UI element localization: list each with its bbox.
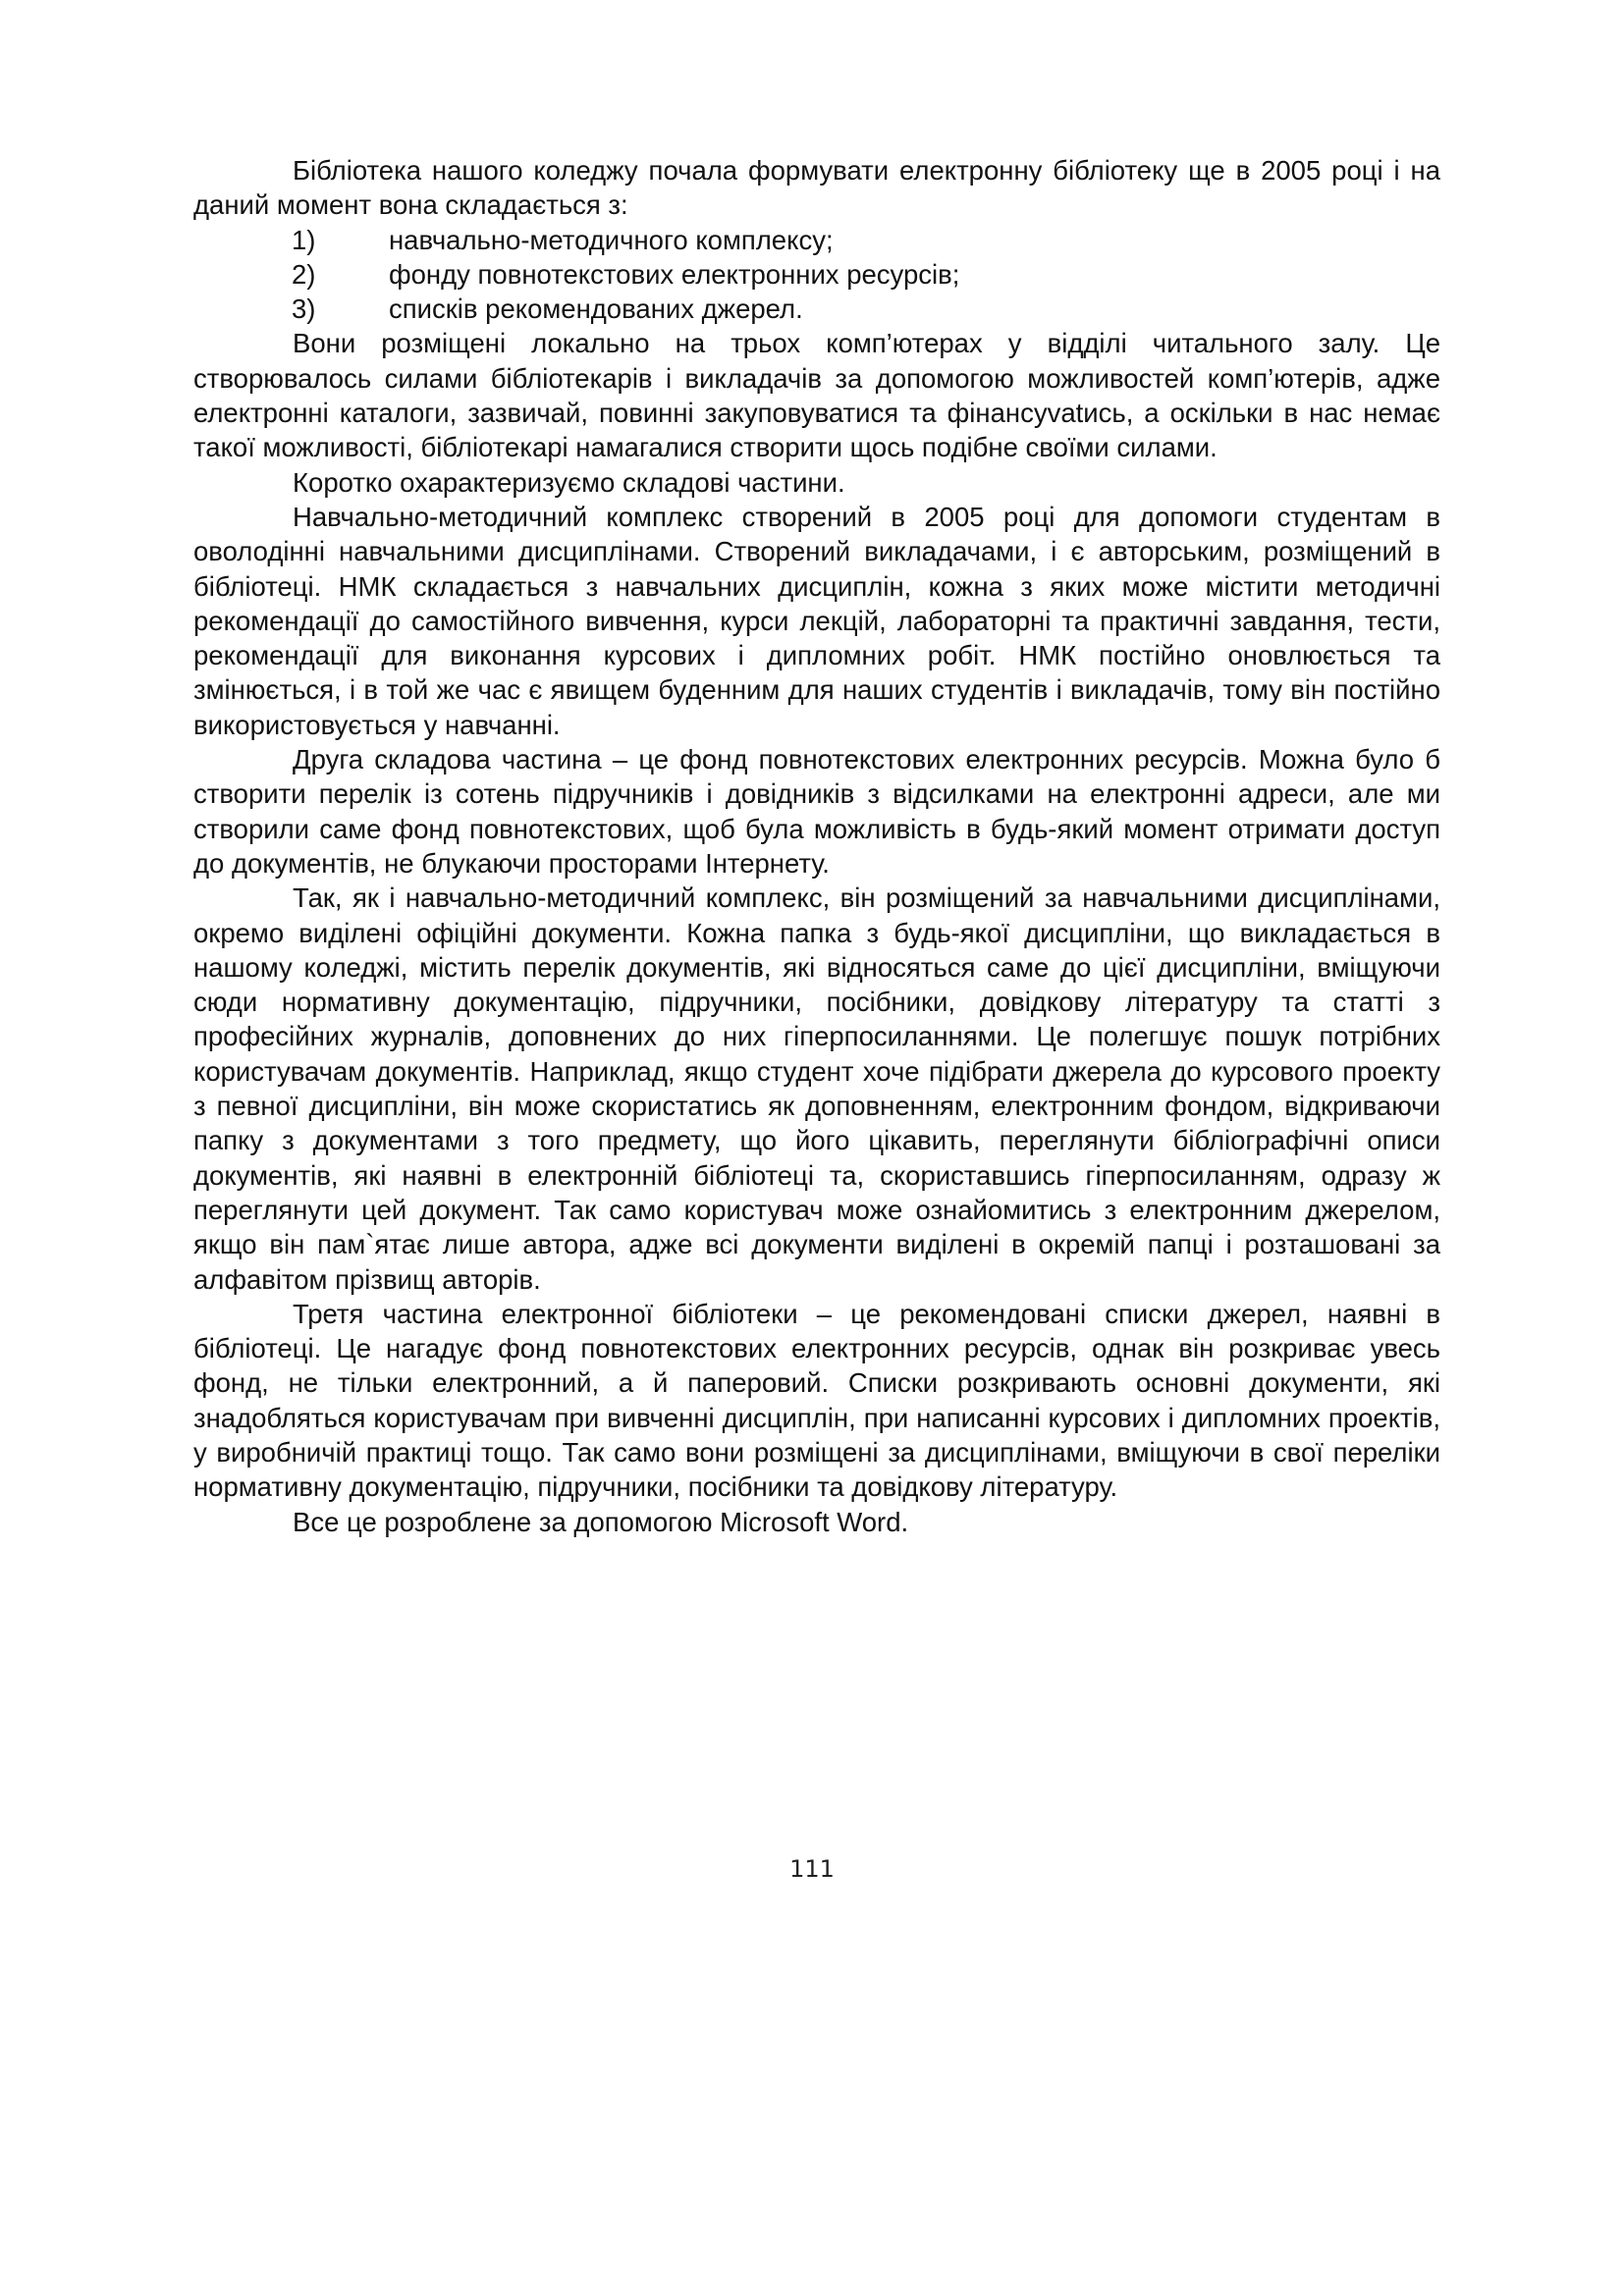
list-item [193,292,1440,326]
paragraph-conclusion: Все це розроблене за допомогою Microsoft Word. [293,1506,909,1537]
components-list [193,223,1440,327]
list-item-number: 3) [292,294,316,325]
list-item-text: навчально-методичного комплексу; [389,224,834,255]
paragraph-teaching-complex: Навчально-методичний комплекс створений в 2005 році для допомоги студентам в оволодінні навчальними дисциплінами. Створений викладачами, і є авторським, розміщений в бібліотеці. НМК складається з навчальних дисциплін, кожна з яких може містити методичні рекомендації до самостійного вивчення, курси лекцій, лабораторні та практичні завдання, тести, рекомендації для виконання курсових і дипломних робіт. НМК постійно оновлюється та змінюється, і в той же час є явищем буденним для наших студентів і викладачів, тому він постійно використовується у навчанні. [193,501,1440,740]
paragraph-intro: Бібліотека нашого коледжу почала формувати електронну бібліотеку ще в 2005 році і на даний момент вона складається з: [193,155,1440,221]
list-item [193,223,1440,257]
list-item-text: фонду повнотекстових електронних ресурсів; [389,258,960,290]
document-body [193,153,1440,1539]
list-item-text: списків рекомендованих джерел. [389,294,803,325]
list-item-number: 1) [292,224,316,255]
page-number: 111 [789,1855,835,1883]
paragraph-summary-intro: Коротко охарактеризуємо складові частини. [293,466,845,498]
paragraph-fund-structure: Так, як і навчально-методичний комплекс, він розміщений за навчальними дисциплінами, окремо виділені офіційні документи. Кожна папка з будь-якої дисципліни, що викладається в нашому коледжі, містить перелік документів, які відносяться саме до цієї дисципліни, вміщуючи сюди нормативну документацію, підручники, посібники, довідкову літературу та статті з професійних журналів, доповнених до них гіперпосиланнями. Це полегшує пошук потрібних користувачам документів. Наприклад, якщо студент хоче підібрати джерела до курсового проекту з певної дисципліни, він може скористатись як доповненням, електронним фондом, відкриваючи папку з документами з того предмету, що його цікавить, переглянути бібліографічні описи документів, які наявні в електронній бібліотеці та, скориставшись гіперпосиланням, одразу ж переглянути цей документ. Так само користувач може ознайомитись з електронним джерелом, якщо він пам`ятає лише автора, адже всі документи виділені в окремій папці і розташовані за алфавітом прізвищ авторів. [193,882,1440,1295]
paragraph-location: Вони розміщені локально на трьох комп’ютерах у відділі читального залу. Це створювалось силами бібліотекарів і викладачів за допомогою можливостей комп’ютерів, адже електронні каталоги, зазвичай, повинні закуповуватися та фінансуvatись, а оскільки в нас немає такої можливості, бібліотекарі намагалися створити щось подібне своїми силами. [193,328,1440,463]
list-item [193,257,1440,292]
paragraph-recommended-lists: Третя частина електронної бібліотеки – це рекомендовані списки джерел, наявні в бібліотеці. Це нагадує фонд повнотекстових електронних ресурсів, однак він розкриває увесь фонд, не тільки електронний, а й паперовий. Списки розкривають основні документи, які знадобляться користувачам при вивченні дисциплін, при написанні курсових і дипломних проектів, у виробничій практиці тощо. Так само вони розміщені за дисциплінами, вміщуючи в свої переліки нормативну документацію, підручники, посібники та довідкову літературу. [193,1298,1440,1503]
list-item-number: 2) [292,258,316,290]
paragraph-fulltext-fund: Друга складова частина – це фонд повнотекстових електронних ресурсів. Можна було б створити перелік із сотень підручників і довідників з відсилками на електронні адреси, але ми створили саме фонд повнотекстових, щоб була можливість в будь-який момент отримати доступ до документів, не блукаючи просторами Інтернету. [193,744,1440,879]
